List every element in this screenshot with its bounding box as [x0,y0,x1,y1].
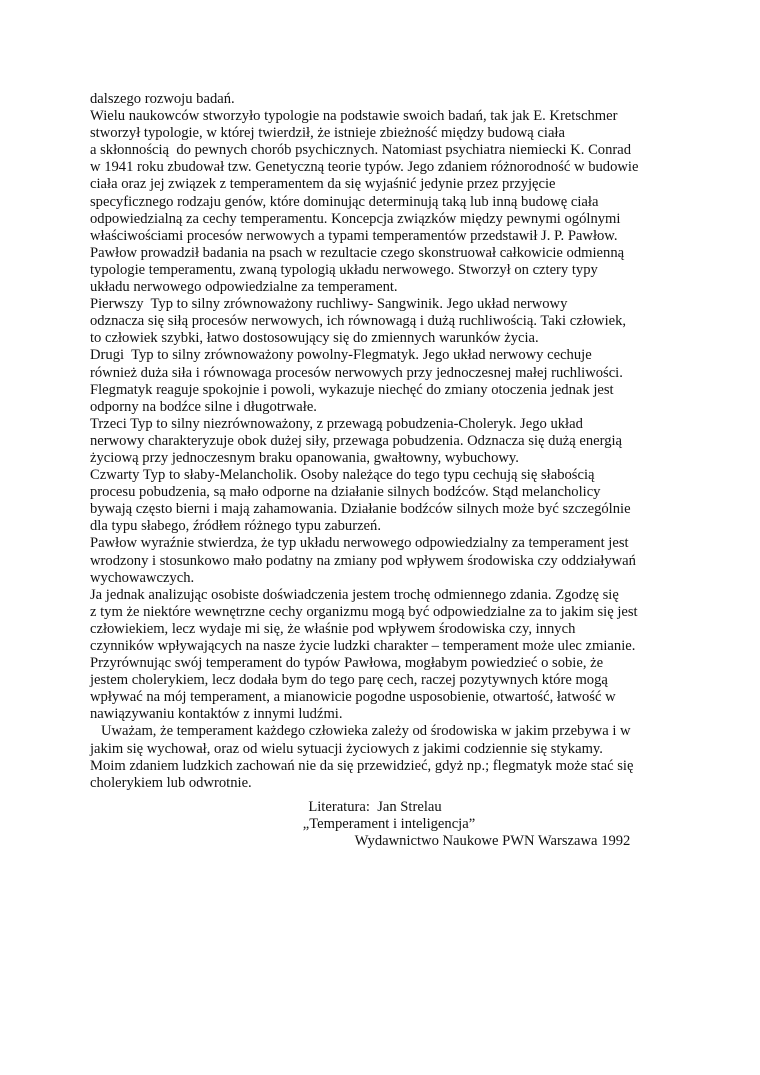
text-line: Pawłow prowadził badania na psach w rezultacie czego skonstruował całkowicie odmienną [90,244,625,261]
reference-author: Literatura: Jan Strelau [308,798,442,815]
text-line: Flegmatyk reaguje spokojnie i powoli, wykazuje niechęć do zmiany otoczenia jednak jest [90,381,614,398]
text-line: Przyrównując swój temperament do typów Pawłowa, mogłabym powiedzieć o sobie, że [90,655,604,672]
text-line: z tym że niektóre wewnętrzne cechy organizmu mogą być odpowiedzialne za to jakim się jest [90,603,638,620]
document-page [90,91,680,850]
text-line: a skłonnością do pewnych chorób psychicznych. Natomiast psychiatra niemiecki K. Conrad [90,142,632,159]
text-line: właściwościami procesów nerwowych a typami temperamentów przedstawił J. P. Pawłow. [90,227,618,244]
bibliography [90,799,680,850]
text-line: życiową przy jednoczesnym braku opanowania, gwałtowny, wybuchowy. [90,449,519,466]
text-line: to człowiek szybki, łatwo dostosowujący się do zmiennych warunków życia. [90,330,539,347]
text-line: ciała oraz jej związek z temperamentem da się wyjaśnić jedynie przez przyjęcie [90,176,556,193]
text-line: wychowawczych. [90,569,195,586]
text-line: odporny na bodźce silne i długotrwałe. [90,398,317,415]
text-line: człowiekiem, lecz wydaje mi się, że właśnie pod wpływem środowiska czy, innych [90,620,576,637]
text-line: nawiązywaniu kontaktów z innymi ludźmi. [90,706,343,723]
text-line: również duża siła i równowaga procesów nerwowych przy jednoczesnej małej ruchliwości. [90,364,623,381]
text-line: wpływać na mój temperament, a mianowicie pogodne usposobienie, otwartość, łatwość w [90,689,616,706]
text-line: stworzył typologie, w której twierdził, że istnieje zbieżność między budową ciała [90,125,565,142]
text-line: Pierwszy Typ to silny zrównoważony ruchliwy- Sangwinik. Jego układ nerwowy [90,296,568,313]
text-line: Czwarty Typ to słaby-Melancholik. Osoby należące do tego typu cechują się słabością [90,467,595,484]
text-line: wrodzony i stosunkowo mało podatny na zmiany pod wpływem środowiska czy oddziaływań [90,552,636,569]
text-line: bywają często bierni i mają zahamowania. Działanie bodźców silnych może być szczególnie [90,501,631,518]
reference-title: „Temperament i inteligencja” [302,815,476,832]
text-line: Uważam, że temperament każdego człowieka zależy od środowiska w jakim przebywa i w [90,723,631,740]
text-line: jestem cholerykiem, lecz dodała bym do tego parę cech, raczej pozytywnych które mogą [90,672,608,689]
text-line: Moim zdaniem ludzkich zachowań nie da się przewidzieć, gdyż np.; flegmatyk może stać się [90,757,634,774]
text-line: Drugi Typ to silny zrównoważony powolny-Flegmatyk. Jego układ nerwowy cechuje [90,347,592,364]
text-line: w 1941 roku zbudował tzw. Genetyczną teorie typów. Jego zdaniem różnorodność w budowie [90,159,639,176]
essay-body [90,91,680,792]
text-line: dla typu słabego, źródłem różnego typu zaburzeń. [90,518,381,535]
text-line: typologie temperamentu, zwaną typologią układu nerwowego. Stworzył on cztery typy [90,261,598,278]
text-line: Ja jednak analizując osobiste doświadczenia jestem trochę odmiennego zdania. Zgodzę się [90,586,619,603]
text-line: Wielu naukowców stworzyło typologie na podstawie swoich badań, tak jak E. Kretschmer [90,108,618,125]
text-line: nerwowy charakteryzuje obok dużej siły, przewaga pobudzenia. Odznacza się dużą energią [90,432,623,449]
text-line: Pawłow wyraźnie stwierdza, że typ układu nerwowego odpowiedzialny za temperament jest [90,535,629,552]
text-line: procesu pobudzenia, są mało odporne na działanie silnych bodźców. Stąd melancholicy [90,484,601,501]
text-line: Trzeci Typ to silny niezrównoważony, z przewagą pobudzenia-Choleryk. Jego układ [90,415,583,432]
reference-publisher: Wydawnictwo Naukowe PWN Warszawa 1992 [354,833,631,850]
text-line: układu nerwowego odpowiedzialne za temperament. [90,279,398,296]
text-line: jakim się wychował, oraz od wielu sytuacji życiowych z jakimi codziennie się stykamy. [90,740,603,757]
text-line: specyficznego rodzaju genów, które dominując determinują taką lub inną budowę ciała [90,193,599,210]
text-line: odpowiedzialną za cechy temperamentu. Koncepcja związków między pewnymi ogólnymi [90,210,621,227]
text-line: cholerykiem lub odwrotnie. [90,774,252,791]
text-line: czynników wpływających na nasze życie ludzki charakter – temperament może ulec zmianie. [90,638,636,654]
text-line: dalszego rozwoju badań. [90,91,235,107]
text-line: odznacza się siłą procesów nerwowych, ich równowagą i dużą ruchliwością. Taki człowiek, [90,313,627,330]
